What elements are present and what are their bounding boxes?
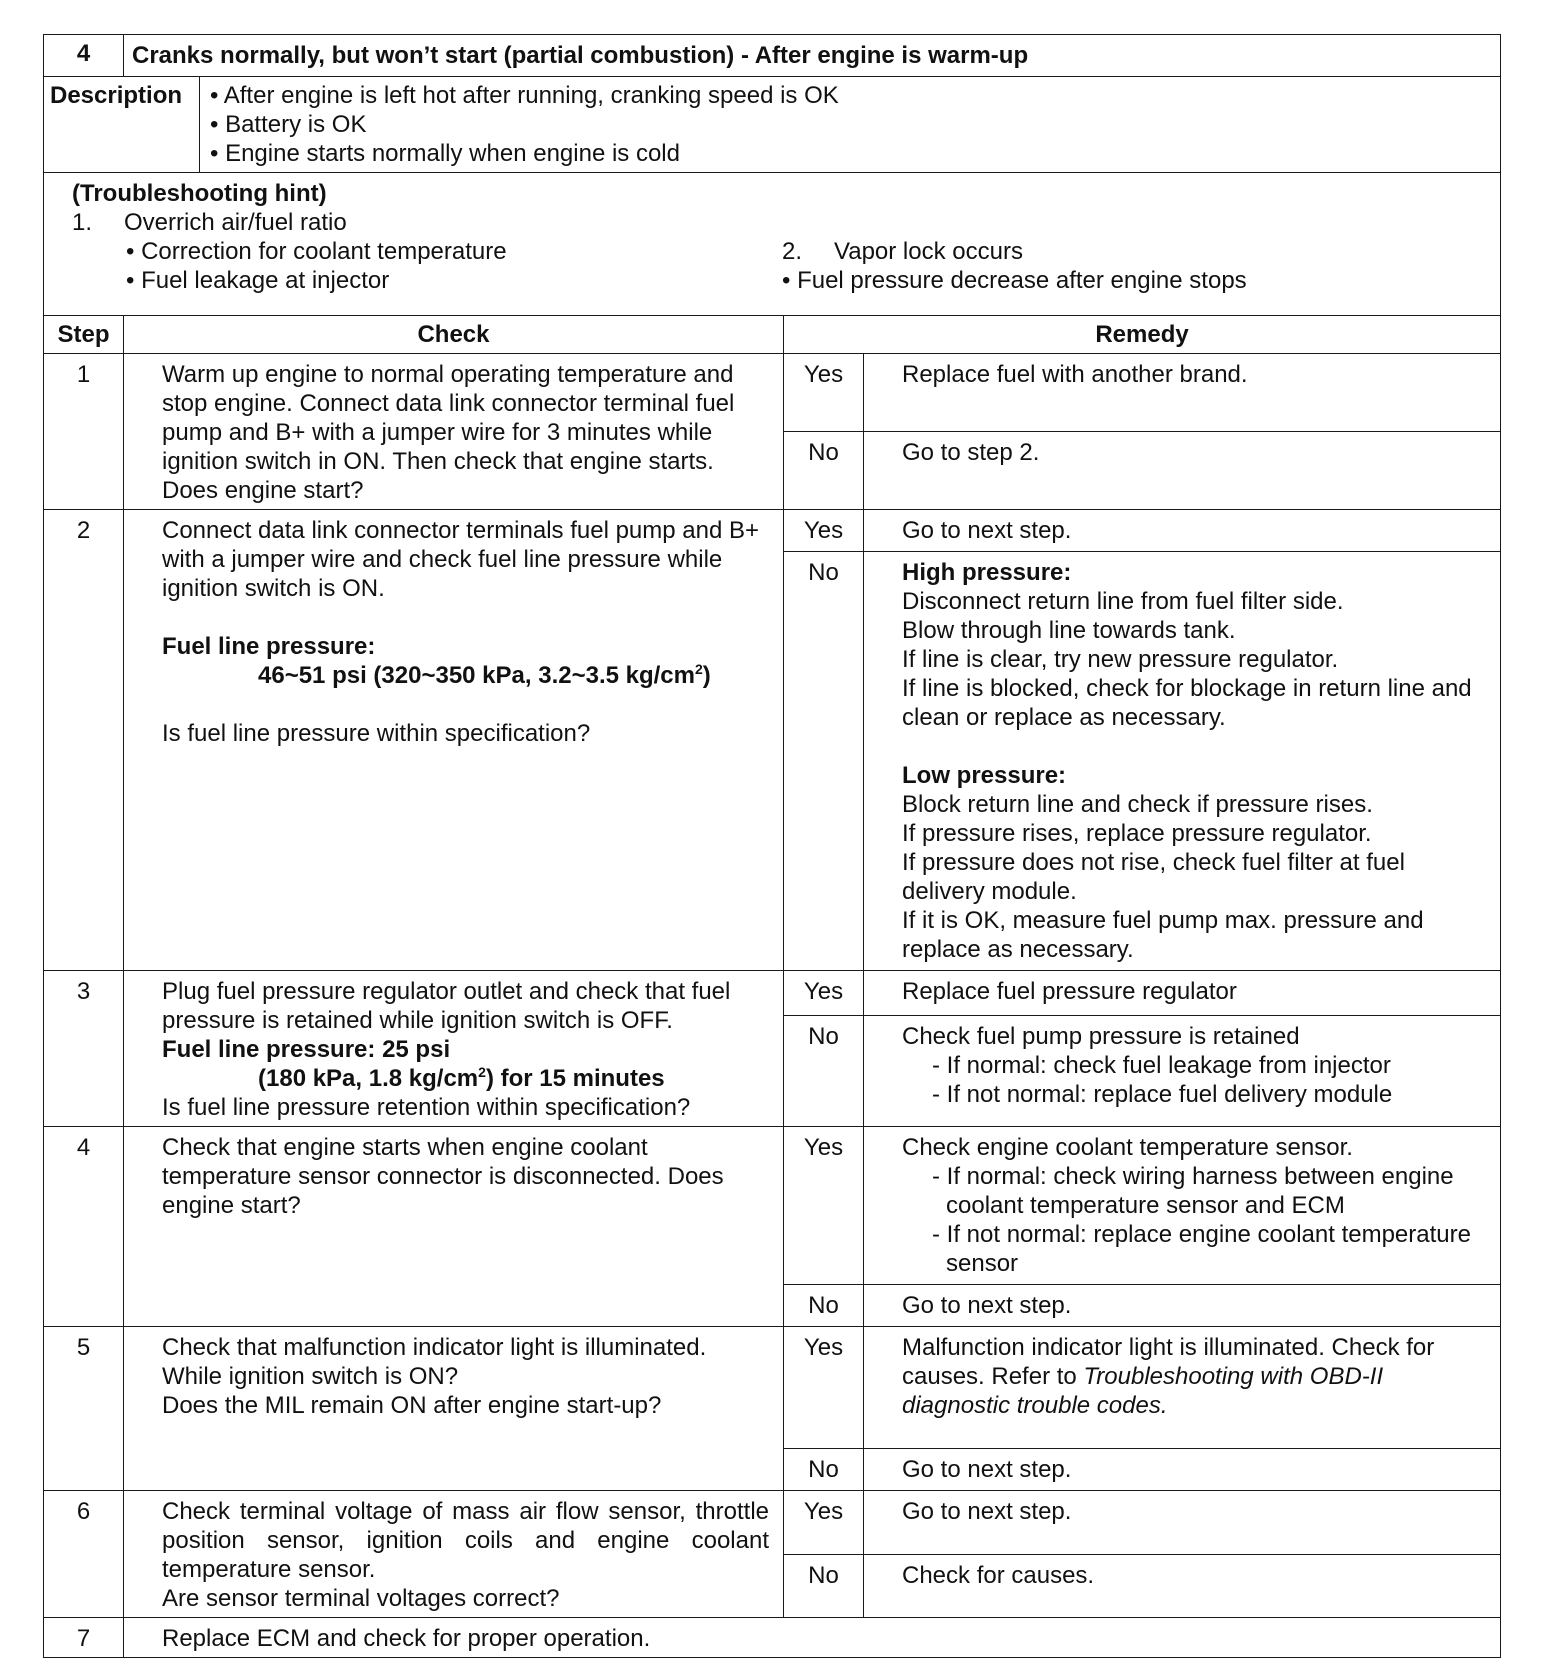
check-text: Connect data link connector terminals fuel pump and B+ with a jumper wire and check fuel line pressure while ignition switch is ON. (162, 517, 760, 602)
no-label: No (784, 1449, 864, 1491)
header-row (44, 35, 1501, 77)
step-row (44, 971, 1501, 1016)
troubleshooting-table (43, 34, 1501, 1658)
remedy-line: Check engine coolant temperature sensor. (902, 1134, 1353, 1161)
remedy-no: Go to step 2. (864, 432, 1501, 510)
step-check (124, 510, 784, 971)
check-question: Is fuel line pressure retention within specification? (162, 1094, 691, 1121)
check-line: Check that malfunction indicator light is illuminated. (162, 1334, 707, 1361)
check-question: Is fuel line pressure within specification? (162, 720, 591, 747)
troubleshooting-sheet (43, 34, 1500, 1658)
yes-label: Yes (784, 354, 864, 432)
column-header-row (44, 316, 1501, 354)
spec-value-text: (180 kPa, 1.8 kg/cm (258, 1065, 479, 1092)
remedy-no: Go to next step. (864, 1285, 1501, 1327)
remedy-reference: Troubleshooting with OBD-II diagnostic trouble codes. (902, 1363, 1384, 1419)
column-check: Check (124, 316, 784, 354)
remedy-no (864, 552, 1501, 971)
hint-sub-item: • Correction for coolant temperature (126, 238, 507, 265)
remedy-line: If line is clear, try new pressure regulator. (902, 646, 1339, 673)
description-label: Description (44, 77, 200, 173)
check-line: While ignition switch is ON? (162, 1363, 459, 1390)
yes-label: Yes (784, 510, 864, 552)
step-check (124, 971, 784, 1127)
yes-label: Yes (784, 1327, 864, 1449)
remedy-no: Go to next step. (864, 1449, 1501, 1491)
remedy-line: Block return line and check if pressure rises. (902, 791, 1373, 818)
remedy-sub-line: - If normal: check wiring harness between engine coolant temperature sensor and ECM (932, 1163, 1454, 1219)
check-question: Are sensor terminal voltages correct? (162, 1585, 560, 1612)
procedure-title: Cranks normally, but won’t start (partial combustion) - After engine is warm-up (124, 35, 1501, 77)
remedy-line: If pressure rises, replace pressure regulator. (902, 820, 1372, 847)
yes-label: Yes (784, 971, 864, 1016)
step-number: 5 (44, 1327, 124, 1491)
remedy-yes: Replace fuel pressure regulator (864, 971, 1501, 1016)
hint-text: Vapor lock occurs (834, 238, 1023, 265)
spec-label: Fuel line pressure: (162, 633, 376, 660)
hint-sub-item: • Fuel leakage at injector (126, 267, 390, 294)
remedy-line: Check fuel pump pressure is retained (902, 1022, 1300, 1050)
check-text: Plug fuel pressure regulator outlet and check that fuel pressure is retained while ignition switch is OFF. (162, 978, 731, 1034)
step-check: Warm up engine to normal operating temperature and stop engine. Connect data link connector terminal fuel pump and B+ with a jumper wire for 3 minutes while ignition switch in ON. Then check that engine starts. Does engine start? (124, 354, 784, 510)
column-remedy: Remedy (784, 316, 1501, 354)
hint-text: Overrich air/fuel ratio (124, 209, 347, 236)
spec-value-text: 46~51 psi (320~350 kPa, 3.2~3.5 kg/cm (258, 662, 695, 689)
spec-value (162, 661, 769, 690)
description-item: • Battery is OK (210, 111, 367, 138)
remedy-yes (864, 1327, 1501, 1449)
hint-title: (Troubleshooting hint) (72, 180, 327, 207)
step-check: Check that engine starts when engine coolant temperature sensor connector is disconnected. Does engine start? (124, 1127, 784, 1327)
step-check: Replace ECM and check for proper operation. (124, 1618, 1501, 1658)
spec-close: ) for 15 minutes (485, 1065, 665, 1092)
step-number: 2 (44, 510, 124, 971)
hint-sub-item: • Fuel pressure decrease after engine stops (782, 267, 1247, 294)
yes-label: Yes (784, 1491, 864, 1555)
step-row (44, 354, 1501, 432)
remedy-yes: Go to next step. (864, 1491, 1501, 1555)
check-line: Does the MIL remain ON after engine start-up? (162, 1392, 662, 1419)
description-text (200, 77, 1501, 173)
step-check (124, 1327, 784, 1491)
remedy-sub-line: - If normal: check fuel leakage from injector (932, 1051, 1391, 1079)
remedy-yes: Replace fuel with another brand. (864, 354, 1501, 432)
step-row (44, 1327, 1501, 1449)
low-pressure-title: Low pressure: (902, 762, 1067, 789)
step-row (44, 1491, 1501, 1555)
remedy-line: Blow through line towards tank. (902, 617, 1236, 644)
step-number: 6 (44, 1491, 124, 1618)
remedy-line: If it is OK, measure fuel pump max. pressure and replace as necessary. (902, 907, 1424, 963)
spec-superscript: 2 (478, 1064, 486, 1080)
remedy-sub-line: - If not normal: replace engine coolant temperature sensor (932, 1221, 1471, 1277)
step-check (124, 1491, 784, 1618)
high-pressure-title: High pressure: (902, 559, 1072, 586)
spec-label: Fuel line pressure: 25 psi (162, 1036, 451, 1063)
remedy-line: Disconnect return line from fuel filter side. (902, 588, 1344, 615)
remedy-sub-line: - If not normal: replace fuel delivery module (932, 1080, 1393, 1108)
remedy-no: Check for causes. (864, 1554, 1501, 1618)
hint-row (44, 173, 1501, 316)
no-label: No (784, 1554, 864, 1618)
check-text: Check terminal voltage of mass air flow sensor, throttle position sensor, ignition coils and engine coolant temperature sensor. (162, 1498, 769, 1583)
hint-number: 1. (72, 209, 93, 236)
no-label: No (784, 1015, 864, 1126)
step-number: 1 (44, 354, 124, 510)
remedy-line: If line is blocked, check for blockage in return line and clean or replace as necessary. (902, 675, 1472, 731)
remedy-line: If pressure does not rise, check fuel filter at fuel delivery module. (902, 849, 1405, 905)
step-row (44, 510, 1501, 552)
step-number: 7 (44, 1618, 124, 1658)
procedure-number: 4 (44, 35, 124, 77)
remedy-no (864, 1015, 1501, 1126)
description-item: • After engine is left hot after running, cranking speed is OK (210, 82, 839, 109)
step-number: 4 (44, 1127, 124, 1327)
remedy-text: Malfunction indicator light is illuminated. Check for causes. Refer to (902, 1334, 1435, 1390)
step-number: 3 (44, 971, 124, 1127)
no-label: No (784, 432, 864, 510)
spec-superscript: 2 (695, 661, 703, 677)
yes-label: Yes (784, 1127, 864, 1285)
description-row (44, 77, 1501, 173)
step-row (44, 1618, 1501, 1658)
remedy-yes (864, 1127, 1501, 1285)
hint-number: 2. (782, 238, 803, 265)
no-label: No (784, 1285, 864, 1327)
step-row (44, 1127, 1501, 1285)
remedy-yes: Go to next step. (864, 510, 1501, 552)
no-label: No (784, 552, 864, 971)
spec-close: ) (702, 662, 711, 689)
troubleshooting-hint (44, 173, 1501, 316)
column-step: Step (44, 316, 124, 354)
description-item: • Engine starts normally when engine is cold (210, 140, 680, 167)
spec-value (162, 1064, 769, 1093)
